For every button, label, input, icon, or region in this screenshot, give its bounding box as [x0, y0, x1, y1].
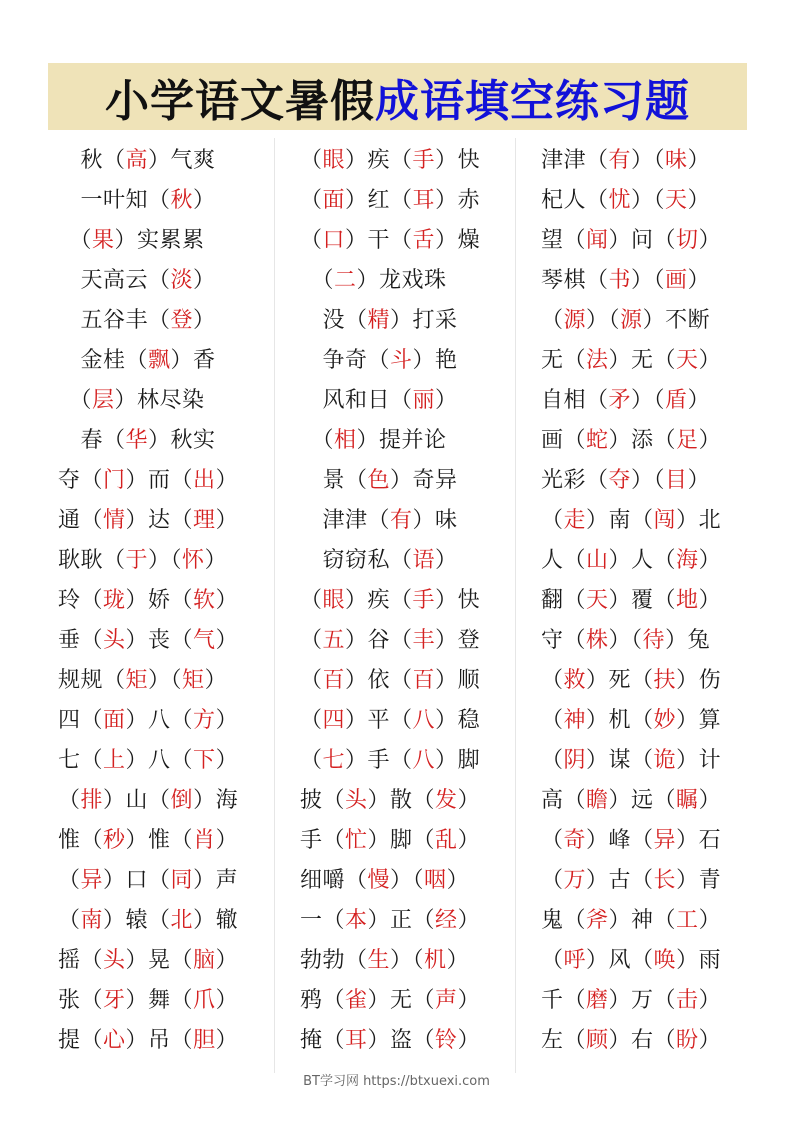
idiom-item: （眼）疾（手）快 [300, 148, 481, 173]
answer-char: 有 [608, 148, 632, 173]
answer-char: 层 [92, 388, 115, 413]
idiom-item: （相）提并论 [300, 428, 447, 453]
idiom-item: 窃窃私（语） [300, 548, 458, 573]
idiom-item: （二）龙戏珠 [300, 268, 447, 293]
idiom-item: 规规（矩）（矩） [58, 668, 228, 693]
answer-char: 情 [103, 508, 126, 533]
idiom-item: 五谷丰（登） [58, 308, 216, 333]
answer-char: 八 [412, 748, 436, 773]
footer-source: BT学习网 https://btxuexi.com [303, 1074, 490, 1089]
idiom-item: 细嚼（慢）（咽） [300, 868, 470, 893]
answer-char: 矩 [125, 668, 149, 693]
answer-char: 异 [653, 828, 677, 853]
answer-char: 机 [424, 948, 447, 973]
answer-char: 待 [642, 628, 666, 653]
answer-char: 牙 [103, 988, 126, 1013]
answer-char: 扶 [653, 668, 677, 693]
answer-char: 发 [435, 788, 458, 813]
idiom-item: 望（闻）问（切） [541, 228, 722, 253]
answer-char: 击 [676, 988, 699, 1013]
idiom-item: （源）（源）不断 [541, 308, 711, 333]
answer-char: 门 [103, 468, 126, 493]
idiom-item: 无（法）无（天） [541, 348, 722, 373]
idiom-item: 争奇（斗）艳 [300, 348, 458, 373]
answer-char: 闻 [586, 228, 609, 253]
answer-char: 诡 [653, 748, 677, 773]
answer-char: 华 [125, 428, 149, 453]
answer-char: 顾 [586, 1028, 609, 1053]
idiom-item: 天高云（淡） [58, 268, 216, 293]
idiom-item: 人（山）人（海） [541, 548, 722, 573]
answer-char: 忧 [608, 188, 632, 213]
answer-char: 八 [412, 708, 436, 733]
idiom-item: （阴）谋（诡）计 [541, 748, 722, 773]
answer-char: 书 [608, 268, 632, 293]
idiom-column-2 [300, 141, 536, 1061]
answer-char: 理 [193, 508, 216, 533]
idiom-item: 翻（天）覆（地） [541, 588, 722, 613]
answer-char: 登 [170, 308, 194, 333]
answer-char: 海 [676, 548, 699, 573]
idiom-item: 风和日（丽） [300, 388, 458, 413]
answer-char: 盼 [676, 1028, 699, 1053]
idiom-item: 掩（耳）盗（铃） [300, 1028, 481, 1053]
answer-char: 方 [193, 708, 216, 733]
answer-char: 珑 [103, 588, 126, 613]
idiom-item: （万）古（长）青 [541, 868, 722, 893]
idiom-item: 摇（头）晃（脑） [58, 948, 239, 973]
answer-char: 丰 [412, 628, 436, 653]
answer-char: 舌 [412, 228, 436, 253]
idiom-item: 自相（矛）（盾） [541, 388, 711, 413]
answer-char: 神 [563, 708, 587, 733]
answer-char: 七 [322, 748, 346, 773]
answer-char: 切 [676, 228, 699, 253]
answer-char: 同 [170, 868, 194, 893]
answer-char: 秒 [103, 828, 126, 853]
answer-char: 四 [322, 708, 346, 733]
answer-char: 本 [345, 908, 368, 933]
idiom-item: （百）依（百）顺 [300, 668, 481, 693]
idiom-item: 玲（珑）娇（软） [58, 588, 239, 613]
answer-char: 手 [412, 588, 436, 613]
answer-char: 斧 [586, 908, 609, 933]
idiom-item: 披（头）散（发） [300, 788, 481, 813]
idiom-item: 一叶知（秋） [58, 188, 216, 213]
answer-char: 头 [345, 788, 368, 813]
answer-char: 精 [367, 308, 391, 333]
idiom-item: 惟（秒）惟（肖） [58, 828, 239, 853]
idiom-item: （救）死（扶）伤 [541, 668, 722, 693]
answer-char: 北 [170, 908, 194, 933]
answer-char: 声 [435, 988, 458, 1013]
idiom-item: 垂（头）丧（气） [58, 628, 239, 653]
answer-char: 走 [563, 508, 587, 533]
idiom-item: 琴棋（书）（画） [541, 268, 711, 293]
idiom-item: 张（牙）舞（爪） [58, 988, 239, 1013]
idiom-item: 四（面）八（方） [58, 708, 239, 733]
idiom-item: （异）口（同）声 [58, 868, 239, 893]
answer-char: 面 [103, 708, 126, 733]
answer-char: 语 [412, 548, 436, 573]
idiom-item: （七）手（八）脚 [300, 748, 481, 773]
idiom-item: 秋（高）气爽 [58, 148, 216, 173]
answer-char: 长 [653, 868, 677, 893]
answer-char: 头 [103, 948, 126, 973]
idiom-column-1 [58, 141, 294, 1061]
idiom-item: 津津（有）味 [300, 508, 458, 533]
answer-char: 忙 [345, 828, 368, 853]
idiom-item: （四）平（八）稳 [300, 708, 481, 733]
idiom-item: 手（忙）脚（乱） [300, 828, 481, 853]
answer-char: 出 [193, 468, 216, 493]
answer-char: 上 [103, 748, 126, 773]
answer-char: 异 [80, 868, 104, 893]
idiom-item: （口）干（舌）燥 [300, 228, 481, 253]
answer-char: 丽 [412, 388, 436, 413]
answer-char: 磨 [586, 988, 609, 1013]
answer-char: 肖 [193, 828, 216, 853]
answer-char: 山 [586, 548, 609, 573]
idiom-item: 千（磨）万（击） [541, 988, 722, 1013]
idiom-item: （奇）峰（异）石 [541, 828, 722, 853]
idiom-item: 通（情）达（理） [58, 508, 239, 533]
answer-char: 气 [193, 628, 216, 653]
answer-char: 慢 [367, 868, 391, 893]
answer-char: 斗 [390, 348, 413, 373]
answer-char: 百 [322, 668, 346, 693]
answer-char: 秋 [170, 188, 194, 213]
answer-char: 排 [80, 788, 104, 813]
answer-char: 眼 [322, 148, 346, 173]
idiom-item: （五）谷（丰）登 [300, 628, 481, 653]
answer-char: 二 [334, 268, 357, 293]
answer-char: 足 [676, 428, 699, 453]
answer-char: 乱 [435, 828, 458, 853]
answer-char: 有 [390, 508, 413, 533]
answer-char: 株 [586, 628, 609, 653]
answer-char: 咽 [424, 868, 447, 893]
answer-char: 矩 [182, 668, 205, 693]
title-part-1: 小学语文暑假 [105, 75, 375, 127]
answer-char: 唤 [653, 948, 677, 973]
answer-char: 口 [322, 228, 346, 253]
idiom-item: 耿耿（于）（怀） [58, 548, 228, 573]
idiom-item: 一（本）正（经） [300, 908, 481, 933]
answer-char: 铃 [435, 1028, 458, 1053]
idiom-item: 勃勃（生）（机） [300, 948, 470, 973]
answer-char: 心 [103, 1028, 126, 1053]
title-part-2: 成语填空练习题 [375, 75, 690, 127]
idiom-item: 景（色）奇异 [300, 468, 458, 493]
answer-char: 百 [412, 668, 436, 693]
answer-char: 盾 [665, 388, 688, 413]
answer-char: 于 [125, 548, 149, 573]
answer-char: 果 [92, 228, 115, 253]
answer-char: 爪 [193, 988, 216, 1013]
answer-char: 救 [563, 668, 587, 693]
idiom-item: 光彩（夺）（目） [541, 468, 711, 493]
answer-char: 瞩 [676, 788, 699, 813]
idiom-item: 守（株）（待）兔 [541, 628, 711, 653]
answer-char: 生 [367, 948, 391, 973]
idiom-item: 杞人（忧）（天） [541, 188, 711, 213]
idiom-item: （神）机（妙）算 [541, 708, 722, 733]
idiom-item: 夺（门）而（出） [58, 468, 239, 493]
answer-char: 天 [586, 588, 609, 613]
answer-char: 相 [334, 428, 357, 453]
answer-char: 经 [435, 908, 458, 933]
idiom-item: （呼）风（唤）雨 [541, 948, 722, 973]
answer-char: 高 [125, 148, 149, 173]
idiom-item: 金桂（飘）香 [58, 348, 216, 373]
answer-char: 源 [620, 308, 643, 333]
answer-char: 地 [676, 588, 699, 613]
idiom-item: （走）南（闯）北 [541, 508, 722, 533]
answer-char: 闯 [653, 508, 677, 533]
answer-char: 脑 [193, 948, 216, 973]
idiom-item: 津津（有）（味） [541, 148, 711, 173]
answer-char: 工 [676, 908, 699, 933]
answer-char: 奇 [563, 828, 587, 853]
answer-char: 瞻 [586, 788, 609, 813]
answer-char: 蛇 [586, 428, 609, 453]
answer-char: 怀 [182, 548, 205, 573]
idiom-item: 七（上）八（下） [58, 748, 239, 773]
answer-char: 妙 [653, 708, 677, 733]
answer-char: 法 [586, 348, 609, 373]
answer-char: 淡 [170, 268, 194, 293]
answer-char: 耳 [412, 188, 436, 213]
answer-char: 面 [322, 188, 346, 213]
idiom-item: 没（精）打采 [300, 308, 458, 333]
answer-char: 胆 [193, 1028, 216, 1053]
answer-char: 眼 [322, 588, 346, 613]
idiom-item: 鬼（斧）神（工） [541, 908, 722, 933]
answer-char: 阴 [563, 748, 587, 773]
idiom-column-3 [541, 141, 777, 1061]
answer-char: 味 [665, 148, 688, 173]
answer-char: 雀 [345, 988, 368, 1013]
answer-char: 手 [412, 148, 436, 173]
answer-char: 倒 [170, 788, 194, 813]
idiom-item: 画（蛇）添（足） [541, 428, 722, 453]
idiom-item: （层）林尽染 [58, 388, 205, 413]
idiom-item: 鸦（雀）无（声） [300, 988, 481, 1013]
idiom-item: （排）山（倒）海 [58, 788, 239, 813]
idiom-item: （眼）疾（手）快 [300, 588, 481, 613]
answer-char: 夺 [608, 468, 632, 493]
idiom-item: 左（顾）右（盼） [541, 1028, 722, 1053]
answer-char: 万 [563, 868, 587, 893]
answer-char: 飘 [148, 348, 171, 373]
answer-char: 天 [665, 188, 688, 213]
answer-char: 南 [80, 908, 104, 933]
answer-char: 目 [665, 468, 688, 493]
answer-char: 下 [193, 748, 216, 773]
idiom-item: 高（瞻）远（瞩） [541, 788, 722, 813]
answer-char: 画 [665, 268, 688, 293]
answer-char: 天 [676, 348, 699, 373]
answer-char: 头 [103, 628, 126, 653]
answer-char: 源 [563, 308, 587, 333]
answer-char: 耳 [345, 1028, 368, 1053]
idiom-item: 春（华）秋实 [58, 428, 216, 453]
title-banner [48, 63, 747, 130]
answer-char: 呼 [563, 948, 587, 973]
answer-char: 软 [193, 588, 216, 613]
answer-char: 色 [367, 468, 391, 493]
answer-char: 矛 [608, 388, 632, 413]
idiom-item: 提（心）吊（胆） [58, 1028, 239, 1053]
answer-char: 五 [322, 628, 346, 653]
idiom-item: （南）辕（北）辙 [58, 908, 239, 933]
idiom-item: （果）实累累 [58, 228, 205, 253]
idiom-item: （面）红（耳）赤 [300, 188, 481, 213]
